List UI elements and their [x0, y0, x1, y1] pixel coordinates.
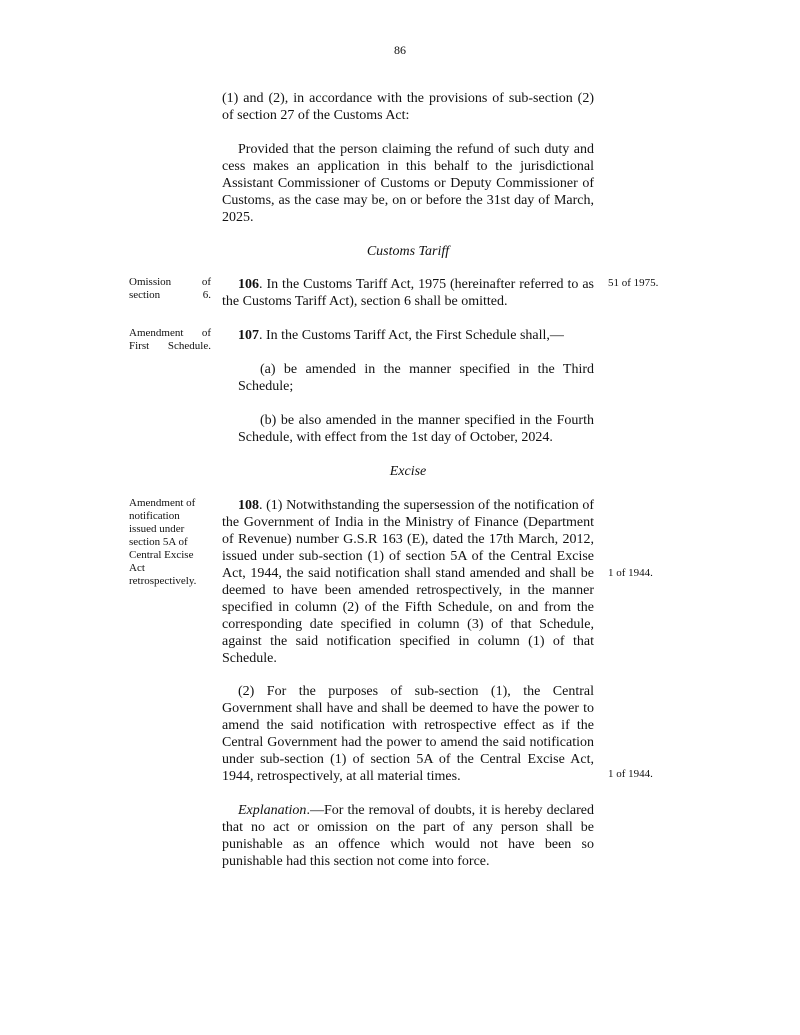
margin-note-107: Amendment of First Schedule. — [129, 327, 211, 352]
section-107-text: . In the Customs Tariff Act, the First Schedule shall,— — [259, 328, 564, 343]
clause-b: (b) be also amended in the manner specified in the Fourth Schedule, with effect from the 1st day of October, 2024. — [238, 413, 594, 445]
explanation-label: Explanation — [238, 803, 307, 818]
clause-a: (a) be amended in the manner specified in the Third Schedule; — [238, 362, 594, 394]
page-number: 86 — [394, 43, 406, 57]
section-106-text: . In the Customs Tariff Act, 1975 (hereinafter referred to as the Customs Tariff Act), section 6 shall be omitted. — [222, 277, 594, 309]
section-108-subsection-1 — [222, 497, 594, 667]
explanation-paragraph — [222, 802, 594, 870]
section-108-number: 108 — [238, 498, 259, 513]
margin-note-106: Omission of section 6. — [129, 276, 211, 301]
section-108-subsection-2: (2) For the purposes of sub-section (1), the Central Government shall have and shall be deemed to have the power to amend the said notification with retrospective effect as if the Central Government had the power to amend the said notification under sub-section (1) of section 5A of the Central Excise Act, 1944, retrospectively, at all material times. — [222, 684, 594, 784]
act-reference-1944-a: 1 of 1944. — [608, 567, 653, 579]
section-106-number: 106 — [238, 277, 259, 292]
section-106 — [222, 276, 594, 310]
proviso-paragraph: Provided that the person claiming the refund of such duty and cess makes an application in this behalf to the jurisdictional Assistant Commissioner of Customs or Deputy Commissioner of Customs, as the case may be, on or before the 31st day of March, 2025. — [222, 142, 594, 225]
act-reference-1975: 51 of 1975. — [608, 277, 659, 289]
section-107 — [222, 327, 594, 344]
act-reference-1944-b: 1 of 1944. — [608, 768, 653, 780]
section-107-number: 107 — [238, 328, 259, 343]
customs-tariff-heading: Customs Tariff — [366, 244, 450, 259]
explanation-text: .—For the removal of doubts, it is hereby declared that no act or omission on the part of any person shall be punishable as an offence which would not have been so punishable had this section not come into force. — [222, 803, 594, 869]
carryover-paragraph: (1) and (2), in accordance with the provisions of sub-section (2) of section 27 of the Customs Act: — [222, 91, 594, 123]
excise-heading: Excise — [389, 464, 427, 479]
section-108-text-1: . (1) Notwithstanding the supersession of the notification of the Government of India in the Ministry of Finance (Department of Revenue) number G.S.R 163 (E), dated the 17th March, 2012, issued under sub-section (1) of section 5A of the Central Excise Act, 1944, the said notification shall stand amended and shall be deemed to have been amended retrospectively, in the manner specified in column (2) of the Fifth Schedule, on and from the corresponding date specified in column (3) of that Schedule, against the said notification specified in column (1) of that Schedule. — [222, 498, 594, 666]
margin-note-108: Amendment of notification issued under section 5A of Central Excise Act retrospectively. — [129, 497, 197, 587]
